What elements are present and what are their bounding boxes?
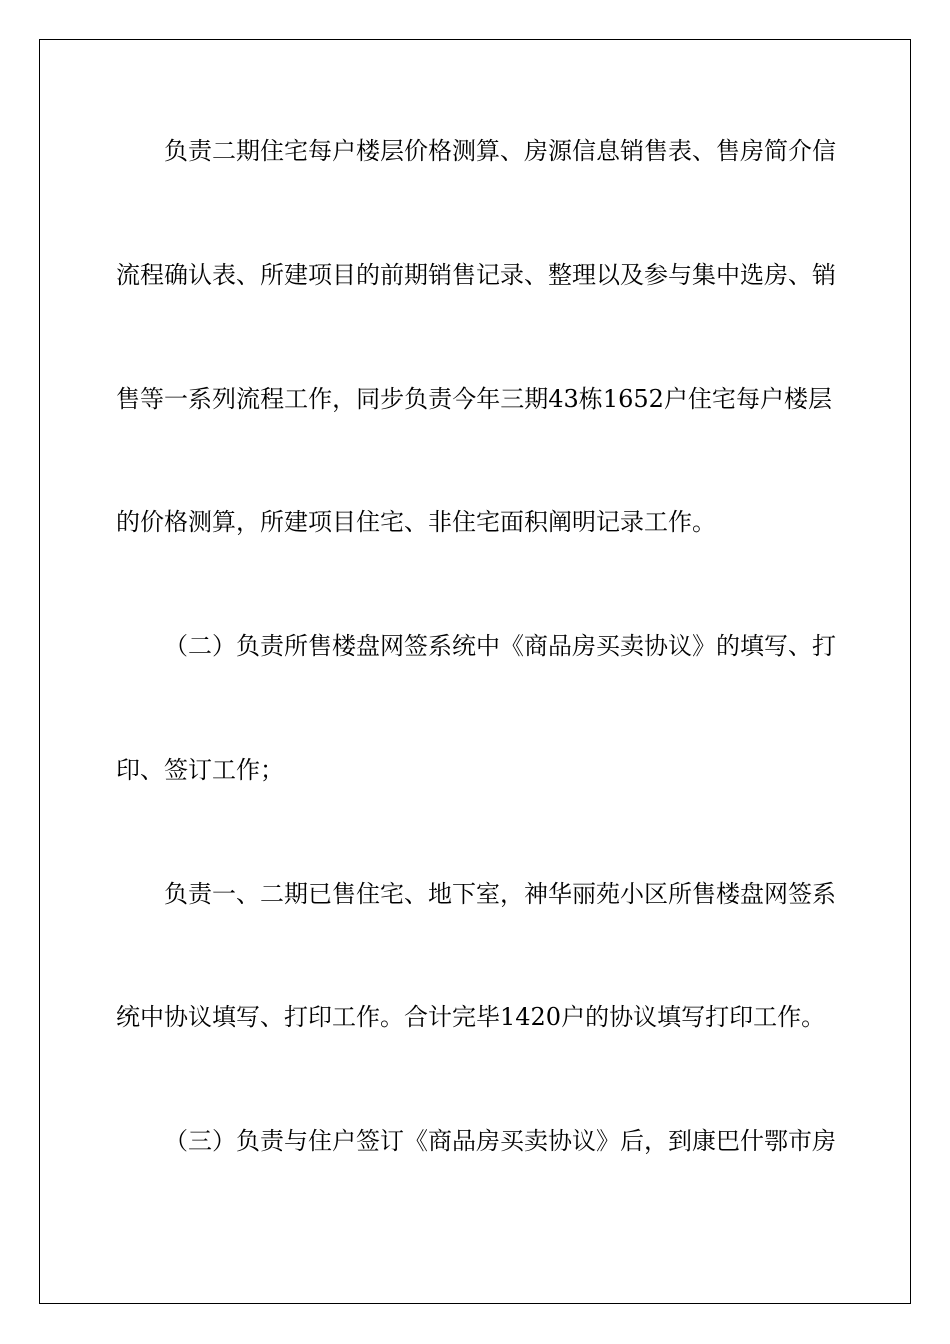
text-line-4: 的价格测算，所建项目住宅、非住宅面积阐明记录工作。 <box>116 508 716 536</box>
text-line-6: 印、签订工作； <box>116 756 284 784</box>
text-line-1: 负责二期住宅每户楼层价格测算、房源信息销售表、售房简介信 <box>164 137 836 165</box>
page-border <box>39 39 911 1304</box>
text-line-8: 统中协议填写、打印工作。合计完毕1420户的协议填写打印工作。 <box>116 1003 826 1031</box>
text-line-7: 负责一、二期已售住宅、地下室，神华丽苑小区所售楼盘网签系 <box>164 880 836 908</box>
text-line-3: 售等一系列流程工作，同步负责今年三期43栋1652户住宅每户楼层 <box>116 385 832 413</box>
text-line-2: 流程确认表、所建项目的前期销售记录、整理以及参与集中选房、销 <box>116 261 836 289</box>
text-line-5: （二）负责所售楼盘网签系统中《商品房买卖协议》的填写、打 <box>164 632 836 660</box>
text-line-9: （三）负责与住户签订《商品房买卖协议》后，到康巴什鄂市房 <box>164 1127 836 1155</box>
